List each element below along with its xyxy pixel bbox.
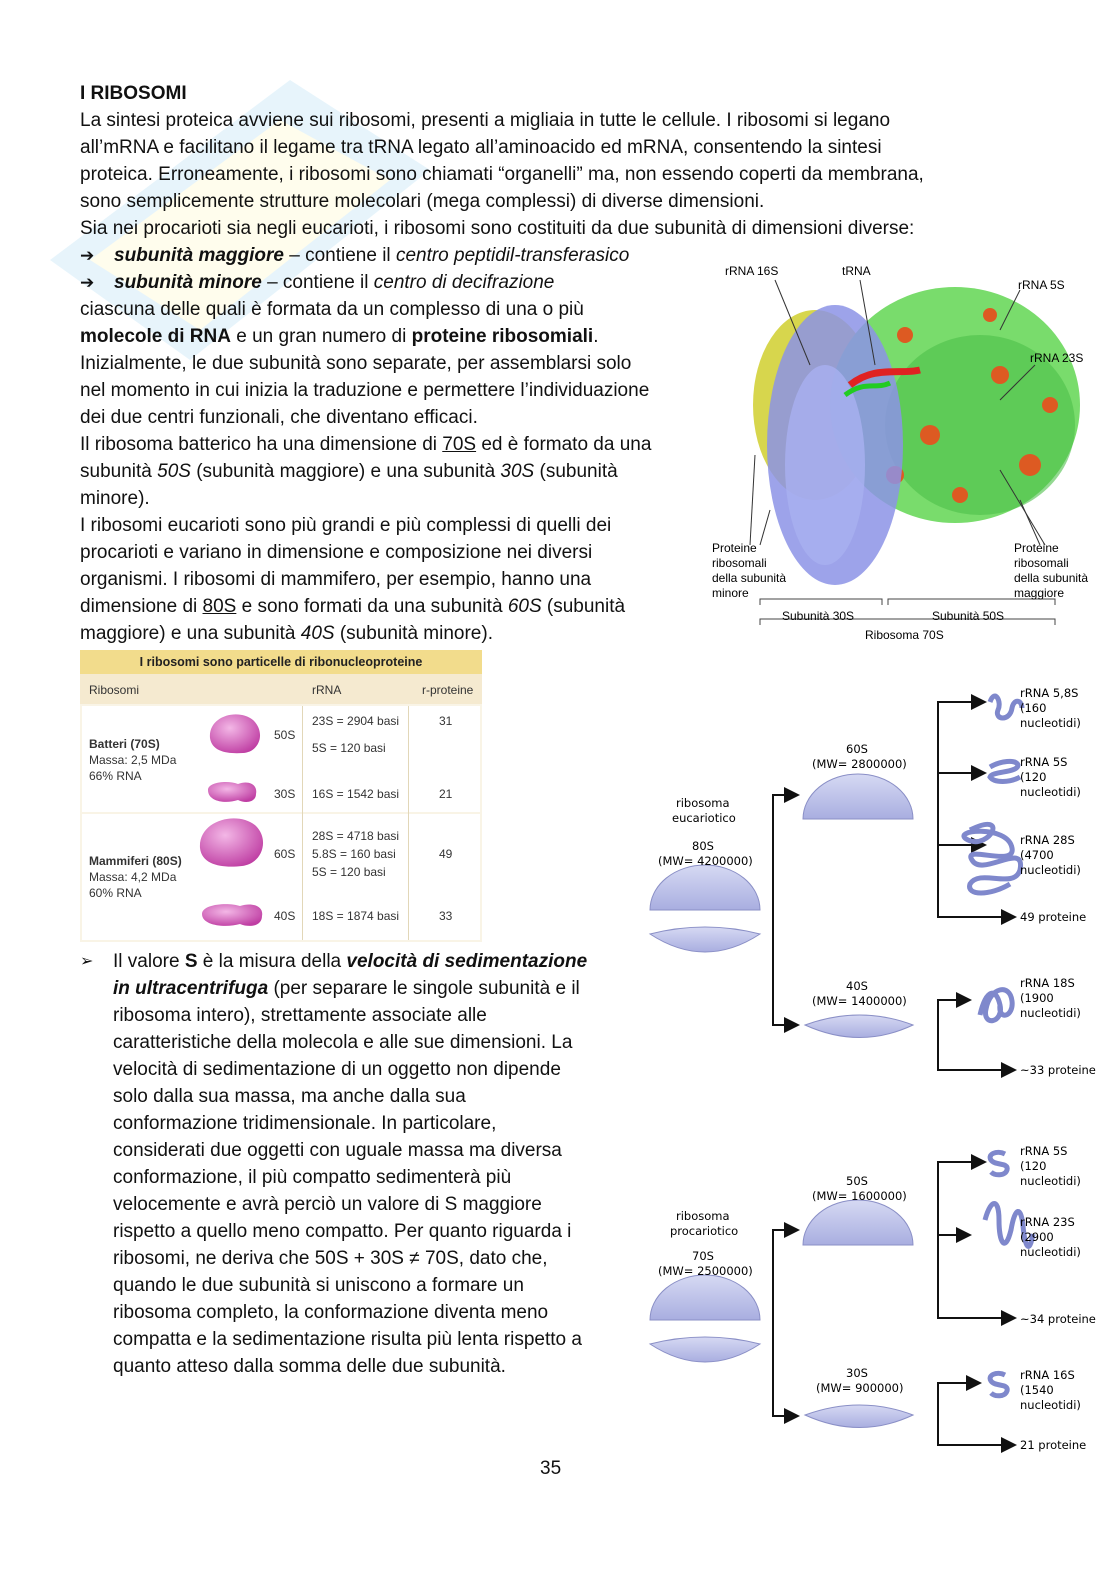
label-line: ribosomali: [712, 556, 767, 570]
label-line: ribosomali: [1014, 556, 1069, 570]
label-subunit-30s: Subunità 30S: [782, 609, 855, 623]
text: maggiore) e una subunità: [80, 623, 301, 644]
body-line: nel momento in cui inizia la traduzione e permettere l’individuazione: [80, 380, 650, 401]
text: (subunità: [534, 461, 618, 482]
body-line: [80, 593, 710, 620]
italic-text: 30S: [500, 461, 535, 482]
size-30s: 30S: [274, 787, 296, 801]
svg-text:nucleotidi): nucleotidi): [1020, 785, 1081, 799]
table-header-row: [80, 674, 482, 704]
product-49-proteine: 49 proteine: [1020, 910, 1087, 924]
bullet-text: – contiene il: [261, 272, 374, 293]
column-divider: [302, 706, 303, 940]
rrna-5s-icon: [990, 761, 1020, 781]
group-name: Mammiferi (80S): [89, 854, 182, 868]
sed-line: velocità di sedimentazione di un oggetto non dipende: [113, 1059, 561, 1080]
sed-line: quanto atteso dalla somma delle due subunità.: [113, 1356, 506, 1377]
size-60s: 60S: [274, 847, 296, 861]
sed-line: [113, 975, 640, 1002]
product-rrna-28s: [1020, 833, 1081, 877]
label-large-subunit-proteins: [1014, 541, 1088, 600]
pro-label: ribosoma: [676, 1209, 730, 1223]
page-number: 35: [540, 1458, 562, 1479]
rrna-value: 28S = 4718 basi: [312, 829, 400, 843]
svg-text:nucleotidi): nucleotidi): [1020, 1174, 1081, 1188]
sed-line: compatta e la sedimentazione risulta più lenta rispetto a: [113, 1329, 582, 1350]
ribosome-70s-small-shape: [650, 1337, 760, 1362]
intro-paragraph: [80, 107, 1000, 242]
sed-line: solo dalla sua massa, ma anche dalla sua: [113, 1086, 466, 1107]
eukaryotic-branch: [650, 696, 1022, 1070]
size-40s: 40S: [274, 909, 296, 923]
rrna-18s-icon: [980, 990, 1012, 1021]
svg-text:(160: (160: [1020, 701, 1047, 715]
sub-50s-size: 50S: [846, 1174, 868, 1188]
body-line: dei due centri funzionali, che diventano efficaci.: [80, 407, 478, 428]
body-line: [80, 431, 710, 458]
product-rrna-5-8s: [1020, 686, 1081, 730]
body-line: ciascuna delle quali è formata da un complesso di una o più: [80, 299, 584, 320]
subunit-40s-shape: [202, 904, 262, 926]
bullet-bold: subunità minore: [114, 272, 262, 293]
label-subunit-50s: Subunità 50S: [932, 609, 1005, 623]
table-title: I ribosomi sono particelle di ribonucleoproteine: [80, 650, 482, 674]
underlined-text: 70S: [442, 434, 477, 455]
euk-size: 80S: [692, 839, 714, 853]
svg-text:nucleotidi): nucleotidi): [1020, 1245, 1081, 1259]
arrow-right-icon: ➔: [80, 273, 95, 292]
intro-line: Sia nei procarioti sia negli eucarioti, i ribosomi sono costituiti da due subunità di dimensioni diverse:: [80, 218, 915, 239]
rrna-28s-icon: [964, 824, 1021, 893]
rrna-16s-icon: [990, 1373, 1007, 1395]
body-line: procarioti e variano in dimensione e composizione nei diversi: [80, 542, 593, 563]
pro-size: 70S: [692, 1249, 714, 1263]
intro-line: all’mRNA e facilitano il legame tra tRNA legato all’aminoacido ed mRNA, consentendo la sintesi: [80, 137, 882, 158]
rrna-value: 16S = 1542 basi: [312, 787, 400, 801]
rrna-value: 5.8S = 160 basi: [312, 847, 396, 861]
rrna-value: 18S = 1874 basi: [312, 909, 400, 923]
group-rna: 60% RNA: [89, 886, 142, 900]
svg-text:rRNA 5S: rRNA 5S: [1020, 1144, 1068, 1158]
header-rrna: rRNA: [312, 683, 342, 697]
sub-30s-mw: (MW= 900000): [816, 1381, 904, 1395]
intro-line: sono semplicemente strutture molecolari (mega complessi) di diverse dimensioni.: [80, 191, 765, 212]
subunit-60s-shape: [200, 818, 263, 866]
arrow-right-icon: ➔: [80, 246, 95, 265]
pro-mw: (MW= 2500000): [658, 1264, 753, 1278]
column-divider: [408, 706, 409, 940]
subunit-30s-shape: [805, 1405, 913, 1428]
text: e sono formati da una subunità: [236, 596, 508, 617]
svg-text:(120: (120: [1020, 770, 1047, 784]
bullet-bold: subunità maggiore: [114, 245, 284, 266]
bullet-italic: centro di decifrazione: [373, 272, 555, 293]
protein-count: 31: [439, 714, 453, 728]
subunit-30s-shape: [208, 782, 256, 802]
sub-40s-size: 40S: [846, 979, 868, 993]
subunit-40s-shape: [805, 1015, 913, 1038]
ribosome-70s-structure-figure: [700, 255, 1105, 650]
label-ribosome-70s: Ribosoma 70S: [865, 628, 944, 642]
product-33-proteine: ~33 proteine: [1020, 1063, 1096, 1077]
sub-30s-size: 30S: [846, 1366, 868, 1380]
text: è la misura della: [197, 951, 347, 972]
svg-text:(1900: (1900: [1020, 991, 1054, 1005]
ribosome-table: [80, 650, 482, 942]
svg-text:nucleotidi): nucleotidi): [1020, 1398, 1081, 1412]
label-rrna-16s: rRNA 16S: [725, 264, 779, 278]
ribosome-80s-small-shape: [650, 927, 760, 952]
text: (subunità minore).: [334, 623, 493, 644]
product-34-proteine: ~34 proteine: [1020, 1312, 1096, 1326]
group-mass: Massa: 4,2 MDa: [89, 870, 177, 884]
text: dimensione di: [80, 596, 203, 617]
ribosome-70s-large-shape: [650, 1275, 760, 1320]
product-rrna-16s: [1020, 1368, 1081, 1412]
svg-text:rRNA 18S: rRNA 18S: [1020, 976, 1075, 990]
bold-italic-text: velocità di sedimentazione: [346, 951, 588, 972]
rrna-5s-prok-icon: [990, 1152, 1007, 1174]
euk-label: eucariotico: [672, 811, 736, 825]
text: Il valore: [113, 951, 185, 972]
svg-text:(4700: (4700: [1020, 848, 1054, 862]
sed-line: conformazione tridimensionale. In particolare,: [113, 1113, 497, 1134]
italic-text: 50S: [157, 461, 191, 482]
bullet-italic: centro peptidil-transferasico: [395, 245, 630, 266]
subunit-60s-shape: [803, 774, 913, 819]
label-rrna-23s: rRNA 23S: [1030, 351, 1084, 365]
sub-40s-mw: (MW= 1400000): [812, 994, 907, 1008]
rrna-value: 23S = 2904 basi: [312, 714, 400, 728]
rrna-5-8s-icon: [990, 696, 1022, 718]
label-small-subunit-proteins: [712, 541, 786, 600]
bacteria-info: [89, 736, 176, 784]
svg-text:(120: (120: [1020, 1159, 1047, 1173]
text: e un gran numero di: [230, 326, 412, 347]
label-line: della subunità: [1014, 571, 1089, 585]
section-title: I RIBOSOMI: [80, 83, 187, 104]
text: (per separare le singole subunità e il: [268, 978, 580, 999]
text: (subunità: [541, 596, 626, 617]
header-r-proteine: r-proteine: [422, 683, 474, 697]
body-line: organismi. I ribosomi di mammifero, per esempio, hanno una: [80, 569, 592, 590]
sedimentation-paragraph: [80, 948, 640, 1380]
text: (subunità maggiore) e una subunità: [190, 461, 501, 482]
text: subunità: [80, 461, 158, 482]
ribosome-80s-large-shape: [650, 865, 760, 910]
body-line: minore).: [80, 488, 150, 509]
product-rrna-18s: [1020, 976, 1081, 1020]
svg-text:rRNA 5S: rRNA 5S: [1020, 755, 1068, 769]
body-line: Inizialmente, le due subunità sono separate, per assemblarsi solo: [80, 353, 632, 374]
text: ed è formato da una: [476, 434, 652, 455]
svg-text:nucleotidi): nucleotidi): [1020, 863, 1081, 877]
sed-line: [113, 948, 640, 975]
group-name: Batteri (70S): [89, 737, 160, 751]
intro-line: proteica. Erroneamente, i ribosomi sono chiamati “organelli” ma, non essendo coperti da membrana,: [80, 164, 924, 185]
bullet-arrow-icon: ➢: [80, 953, 94, 970]
sed-line: ribosoma intero), strettamente associate alle: [113, 1005, 487, 1026]
rrna-value: 5S = 120 basi: [312, 865, 386, 879]
sed-line: ribosomi, ne deriva che 50S + 30S ≠ 70S, dato che,: [113, 1248, 548, 1269]
sub-60s-size: 60S: [846, 742, 868, 756]
svg-text:rRNA 28S: rRNA 28S: [1020, 833, 1075, 847]
euk-label: ribosoma: [676, 796, 730, 810]
sed-line: caratteristiche della molecola e alle sue dimensioni. La: [113, 1032, 573, 1053]
euk-mw: (MW= 4200000): [658, 854, 753, 868]
bold-text: proteine ribosomiali: [411, 326, 594, 347]
pro-label: procariotico: [670, 1224, 739, 1238]
body-line: [80, 323, 710, 350]
underlined-text: 80S: [202, 596, 237, 617]
text: .: [593, 326, 599, 347]
svg-text:(1540: (1540: [1020, 1383, 1054, 1397]
bullet-small-subunit: [80, 269, 554, 296]
product-rrna-23s: [1020, 1215, 1081, 1259]
svg-text:nucleotidi): nucleotidi): [1020, 716, 1081, 730]
label-line: Proteine: [1014, 541, 1059, 555]
body-paragraph: [80, 296, 710, 647]
subunit-50s-shape: [803, 1200, 913, 1245]
body-line: [80, 458, 710, 485]
sub-60s-mw: (MW= 2800000): [812, 757, 907, 771]
bold-italic-text: in ultracentrifuga: [113, 978, 269, 999]
label-trna: tRNA: [842, 264, 871, 278]
label-line: Proteine: [712, 541, 757, 555]
sed-line: ribosoma completo, la conformazione diventa meno: [113, 1302, 549, 1323]
svg-text:rRNA 23S: rRNA 23S: [1020, 1215, 1075, 1229]
sed-line: conformazione, il più compatto sedimenterà più: [113, 1167, 512, 1188]
label-rrna-5s: rRNA 5S: [1018, 278, 1065, 292]
body-line: I ribosomi eucarioti sono più grandi e più complessi di quelli dei: [80, 515, 612, 536]
text: Il ribosoma batterico ha una dimensione di: [80, 434, 443, 455]
protein-count: 33: [439, 909, 453, 923]
italic-text: 60S: [507, 596, 542, 617]
bold-text: S: [184, 951, 198, 972]
intro-line: La sintesi proteica avviene sui ribosomi, presenti a migliaia in tutte le cellule. I ribosomi si legano: [80, 110, 891, 131]
sub-50s-mw: (MW= 1600000): [812, 1189, 907, 1203]
bold-text: molecole di RNA: [80, 326, 231, 347]
svg-text:rRNA 16S: rRNA 16S: [1020, 1368, 1075, 1382]
header-ribosomi: Ribosomi: [89, 683, 140, 697]
bullet-text: – contiene il: [283, 245, 396, 266]
svg-text:nucleotidi): nucleotidi): [1020, 1006, 1081, 1020]
size-50s: 50S: [274, 728, 296, 742]
svg-text:(2900: (2900: [1020, 1230, 1054, 1244]
label-line: minore: [712, 586, 749, 600]
product-21-proteine: 21 proteine: [1020, 1438, 1087, 1452]
product-rrna-5s-prok: [1020, 1144, 1081, 1188]
rrna-value: 5S = 120 basi: [312, 741, 386, 755]
label-line: maggiore: [1014, 586, 1065, 600]
label-line: della subunità: [712, 571, 787, 585]
protein-count: 49: [439, 847, 453, 861]
svg-text:rRNA 5,8S: rRNA 5,8S: [1020, 686, 1079, 700]
sed-line: quando le due subunità si uniscono a formare un: [113, 1275, 524, 1296]
sed-line: considerati due oggetti con uguale massa ma diversa: [113, 1140, 562, 1161]
group-mass: Massa: 2,5 MDa: [89, 753, 177, 767]
group-rna: 66% RNA: [89, 769, 142, 783]
subunit-shapes: [198, 708, 268, 938]
italic-text: 40S: [300, 623, 335, 644]
ribosome-composition-diagram: [640, 680, 1110, 1460]
bullet-large-subunit: [80, 242, 629, 269]
body-line: [80, 620, 710, 647]
mammals-info: [89, 853, 182, 901]
protein-count: 21: [439, 787, 453, 801]
sed-line: velocemente e avrà perciò un valore di S maggiore: [113, 1194, 542, 1215]
subunit-50s-shape: [210, 714, 260, 753]
sed-line: rispetto a quello meno compatto. Per quanto riguarda i: [113, 1221, 572, 1242]
product-rrna-5s-euk: [1020, 755, 1081, 799]
